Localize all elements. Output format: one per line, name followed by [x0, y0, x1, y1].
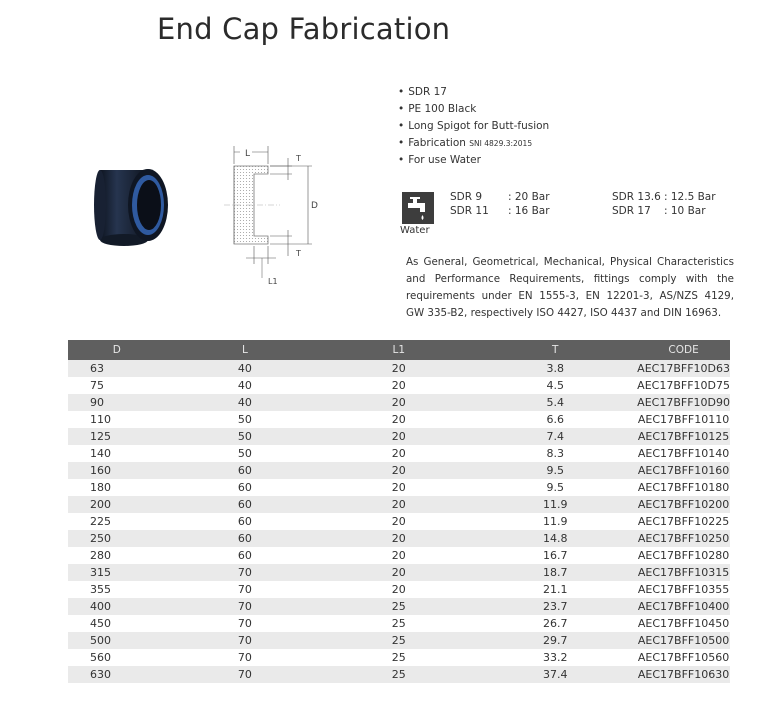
cell-l: 40 — [166, 394, 325, 411]
cell-t: 5.4 — [473, 394, 637, 411]
cell-l: 70 — [166, 666, 325, 683]
table-row — [68, 394, 730, 411]
cell-code: AEC17BFF10450 — [637, 617, 730, 630]
cell-code: AEC17BFF10D75 — [637, 379, 730, 392]
cell-d: 250 — [68, 530, 166, 547]
dim-label-t-top: T — [296, 154, 301, 163]
cell-t: 14.8 — [473, 530, 637, 547]
feature-list — [398, 84, 549, 169]
cell-l1: 20 — [324, 496, 473, 513]
cell-d: 280 — [68, 547, 166, 564]
cell-code: AEC17BFF10630 — [637, 668, 730, 681]
column-header-t: T — [473, 340, 637, 360]
cell-l1: 20 — [324, 513, 473, 530]
cell-d: 630 — [68, 666, 166, 683]
cell-l1: 25 — [324, 598, 473, 615]
cell-t: 21.1 — [473, 581, 637, 598]
table-row — [68, 462, 730, 479]
cell-code: AEC17BFF10560 — [637, 651, 730, 664]
dim-label-d: D — [311, 201, 318, 211]
cell-d: 180 — [68, 479, 166, 496]
cell-d: 75 — [68, 377, 166, 394]
sdr-rating: SDR 17 : 10 Bar — [612, 205, 706, 217]
column-header-l1: L1 — [324, 340, 473, 360]
end-cap-product-image — [92, 160, 174, 250]
cell-t: 7.4 — [473, 428, 637, 445]
cell-d: 450 — [68, 615, 166, 632]
cell-d: 63 — [68, 360, 166, 377]
cell-t: 23.7 — [473, 598, 637, 615]
cell-t: 4.5 — [473, 377, 637, 394]
cell-code: AEC17BFF10500 — [637, 634, 730, 647]
cell-d: 160 — [68, 462, 166, 479]
feature-item: • PE 100 Black — [398, 101, 549, 118]
cell-l: 70 — [166, 632, 325, 649]
cell-d: 315 — [68, 564, 166, 581]
cell-l: 60 — [166, 530, 325, 547]
standards-description: As General, Geometrical, Mechanical, Physical Characteristics and Performance Requirements, fittings comply with the requirements under EN 1555-3, EN 12201-3, AS/NZS 4129, GW 335-B2, respectively ISO 4427, ISO 4437 and DIN 16963. — [406, 256, 734, 319]
cell-l: 60 — [166, 479, 325, 496]
cell-l1: 25 — [324, 649, 473, 666]
cell-l: 60 — [166, 462, 325, 479]
cell-t: 16.7 — [473, 547, 637, 564]
water-tap-icon — [402, 192, 434, 224]
cell-l: 60 — [166, 547, 325, 564]
cell-t: 33.2 — [473, 649, 637, 666]
column-header-l: L — [166, 340, 325, 360]
cell-d: 355 — [68, 581, 166, 598]
sdr-rating: SDR 9 : 20 Bar — [450, 191, 550, 203]
cell-l1: 20 — [324, 360, 473, 377]
cell-d: 500 — [68, 632, 166, 649]
cell-l: 70 — [166, 598, 325, 615]
feature-item: • Long Spigot for Butt-fusion — [398, 118, 549, 135]
table-row — [68, 428, 730, 445]
table-row — [68, 360, 730, 377]
cell-t: 8.3 — [473, 445, 637, 462]
water-label: Water — [400, 225, 430, 236]
cell-d: 560 — [68, 649, 166, 666]
cell-l1: 20 — [324, 462, 473, 479]
cell-l1: 20 — [324, 411, 473, 428]
column-header-code: CODE — [637, 340, 730, 360]
cell-code: AEC17BFF10180 — [637, 481, 730, 494]
cell-l: 70 — [166, 581, 325, 598]
table-row — [68, 496, 730, 513]
cell-t: 29.7 — [473, 632, 637, 649]
cell-l1: 20 — [324, 547, 473, 564]
table-row — [68, 598, 730, 615]
cell-d: 140 — [68, 445, 166, 462]
sdr-rating: SDR 11 : 16 Bar — [450, 205, 550, 217]
cell-d: 400 — [68, 598, 166, 615]
cell-code: AEC17BFF10160 — [637, 464, 730, 477]
cell-l: 70 — [166, 564, 325, 581]
table-row — [68, 632, 730, 649]
dim-label-t-bottom: T — [296, 249, 301, 258]
column-header-d: D — [68, 340, 166, 360]
cell-l1: 25 — [324, 615, 473, 632]
table-row — [68, 615, 730, 632]
table-row — [68, 649, 730, 666]
feature-item: • For use Water — [398, 152, 549, 169]
cell-l1: 20 — [324, 564, 473, 581]
dim-label-l: L — [245, 149, 251, 159]
cell-d: 200 — [68, 496, 166, 513]
dim-label-l1: L1 — [268, 277, 278, 286]
technical-drawing — [200, 138, 330, 288]
cell-l1: 20 — [324, 445, 473, 462]
cell-l: 60 — [166, 496, 325, 513]
page-title: End Cap Fabrication — [157, 12, 451, 46]
cell-code: AEC17BFF10225 — [637, 515, 730, 528]
cell-l: 50 — [166, 445, 325, 462]
table-row — [68, 411, 730, 428]
cell-t: 26.7 — [473, 615, 637, 632]
cell-l1: 20 — [324, 479, 473, 496]
cell-code: AEC17BFF10D63 — [637, 362, 730, 375]
cell-d: 110 — [68, 411, 166, 428]
cell-t: 11.9 — [473, 496, 637, 513]
table-row — [68, 377, 730, 394]
cell-code: AEC17BFF10200 — [637, 498, 730, 511]
cell-code: AEC17BFF10125 — [637, 430, 730, 443]
cell-t: 37.4 — [473, 666, 637, 683]
table-row — [68, 666, 730, 683]
table-row — [68, 479, 730, 496]
table-row — [68, 513, 730, 530]
cell-code: AEC17BFF10140 — [637, 447, 730, 460]
cell-l: 50 — [166, 411, 325, 428]
cell-l1: 20 — [324, 428, 473, 445]
cell-l1: 20 — [324, 530, 473, 547]
cell-t: 9.5 — [473, 462, 637, 479]
sdr-rating: SDR 13.6 : 12.5 Bar — [612, 191, 716, 203]
cell-code: AEC17BFF10110 — [637, 413, 730, 426]
cell-t: 3.8 — [473, 360, 637, 377]
cell-l1: 20 — [324, 394, 473, 411]
cell-t: 6.6 — [473, 411, 637, 428]
cell-l: 60 — [166, 513, 325, 530]
cell-l1: 25 — [324, 632, 473, 649]
cell-t: 11.9 — [473, 513, 637, 530]
cell-l: 40 — [166, 360, 325, 377]
cell-l: 70 — [166, 649, 325, 666]
table-row — [68, 445, 730, 462]
table-row — [68, 547, 730, 564]
cell-d: 225 — [68, 513, 166, 530]
cell-code: AEC17BFF10400 — [637, 600, 730, 613]
cell-code: AEC17BFF10250 — [637, 532, 730, 545]
feature-item: • Fabrication SNI 4829.3:2015 — [398, 135, 549, 152]
table-row — [68, 581, 730, 598]
cell-code: AEC17BFF10280 — [637, 549, 730, 562]
table-header-row — [68, 340, 730, 360]
cell-code: AEC17BFF10355 — [637, 583, 730, 596]
feature-item: • SDR 17 — [398, 84, 549, 101]
dimension-table — [68, 340, 730, 683]
cell-d: 125 — [68, 428, 166, 445]
water-use-indicator — [400, 192, 436, 238]
cell-l1: 25 — [324, 666, 473, 683]
cell-code: AEC17BFF10D90 — [637, 396, 730, 409]
cell-l: 40 — [166, 377, 325, 394]
cell-t: 18.7 — [473, 564, 637, 581]
cell-d: 90 — [68, 394, 166, 411]
cell-l1: 20 — [324, 581, 473, 598]
cell-t: 9.5 — [473, 479, 637, 496]
table-row — [68, 564, 730, 581]
table-row — [68, 530, 730, 547]
cell-l1: 20 — [324, 377, 473, 394]
cell-l: 50 — [166, 428, 325, 445]
cell-l: 70 — [166, 615, 325, 632]
cell-code: AEC17BFF10315 — [637, 566, 730, 579]
